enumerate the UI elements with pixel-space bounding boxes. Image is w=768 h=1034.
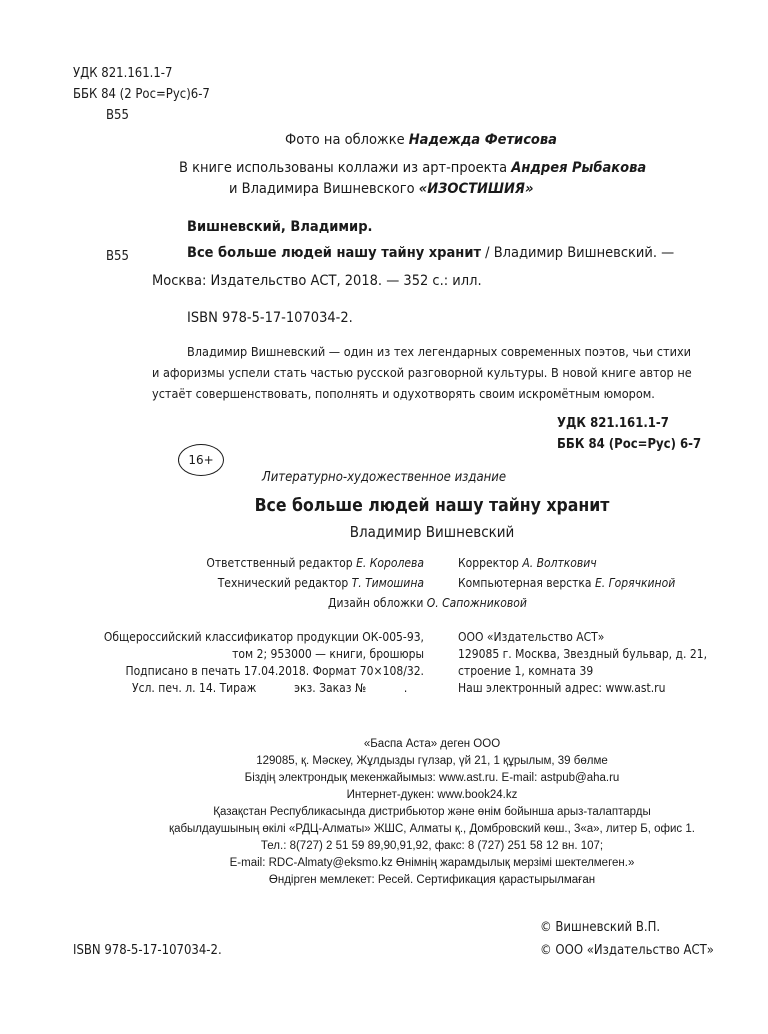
udk-code: УДК 821.161.1-7 — [73, 66, 173, 81]
bib-imprint: Москва: Издательство АСТ, 2018. — 352 с.: илл. — [152, 273, 482, 289]
photo-credit-label: Фото на обложке — [285, 132, 409, 148]
kz-line-3: Біздің электрондық мекенжайымыз: www.ast.ru. E-mail: astpub@aha.ru — [244, 772, 620, 784]
kz-line-2: 129085, қ. Мәскеу, Жұлдызды гүлзар, үй 21, 1 құрылым, 39 бөлме — [256, 755, 608, 767]
edition-title: Все больше людей нашу тайну хранит — [254, 496, 610, 516]
editor-credit — [206, 556, 424, 570]
bbk-code-right: ББК 84 (Рос=Рус) 6-7 — [557, 437, 702, 452]
kz-line-8: E-mail: RDC-Almaty@eksmo.kz Өнімнің жарамдылық мерзімі шектелмеген.» — [229, 857, 635, 869]
output-print-run: Усл. печ. л. 14. Тираж экз. Заказ № . — [132, 681, 408, 695]
collage-credit-line2 — [229, 181, 533, 197]
publisher-name: ООО «Издательство АСТ» — [458, 630, 605, 644]
annotation-line-3: устаёт совершенствовать, пополнять и одухотворять своим искромётным юмором. — [152, 386, 655, 401]
output-classifier-volume: том 2; 953000 — книги, брошюры — [232, 647, 424, 661]
kz-line-9: Өндірген мемлекет: Ресей. Сертификация қарастырылмаған — [268, 874, 596, 886]
copyright-author: © Вишневский В.П. — [540, 920, 661, 935]
design-role: Дизайн обложки — [328, 596, 427, 610]
editor-name: Е. Королева — [356, 556, 424, 570]
copyright-publisher: © ООО «Издательство АСТ» — [540, 943, 714, 958]
author-heading: Вишневский, Владимир. — [187, 219, 373, 235]
corrector-credit — [458, 556, 597, 570]
collage-credit-line2-label: и Владимира Вишневского — [229, 181, 419, 197]
annotation-line-2: и афоризмы успели стать частью русской разговорной культуры. В новой книге автор не — [152, 365, 692, 380]
isbn-bottom: ISBN 978-5-17-107034-2. — [73, 943, 222, 958]
tech-editor-name: Т. Тимошина — [351, 576, 424, 590]
author-mark: В55 — [106, 108, 129, 123]
annotation-line-1: Владимир Вишневский — один из тех легендарных современных поэтов, чьи стихи — [187, 344, 692, 359]
corrector-role: Корректор — [458, 556, 523, 570]
tech-editor-credit — [218, 576, 424, 590]
publisher-web: Наш электронный адрес: www.ast.ru — [458, 681, 666, 695]
design-name: О. Сапожниковой — [426, 596, 527, 610]
output-signed: Подписано в печать 17.04.2018. Формат 70×108/32. — [125, 664, 424, 678]
bbk-code: ББК 84 (2 Рос=Рус)6-7 — [73, 87, 210, 102]
collage-credit — [179, 160, 646, 176]
udk-code-right: УДК 821.161.1-7 — [557, 416, 669, 431]
bib-author-mark: В55 — [106, 249, 129, 264]
tech-editor-role: Технический редактор — [217, 576, 352, 590]
collage-project-name: «ИЗОСТИШИЯ» — [418, 181, 534, 197]
kz-line-7: Тел.: 8(727) 2 51 59 89,90,91,92, факс: 8 (727) 251 58 12 вн. 107; — [260, 840, 604, 852]
publisher-address-2: строение 1, комната 39 — [458, 664, 594, 678]
design-credit — [328, 596, 527, 610]
edition-type: Литературно-художественное издание — [261, 470, 507, 485]
editor-role: Ответственный редактор — [206, 556, 357, 570]
bib-isbn: ISBN 978-5-17-107034-2. — [187, 310, 353, 326]
publisher-address: 129085 г. Москва, Звездный бульвар, д. 21, — [458, 647, 708, 661]
photo-credit — [285, 132, 557, 148]
age-rating-label: 16+ — [188, 453, 214, 467]
bib-title-line — [187, 245, 674, 261]
kz-line-5: Қазақстан Республикасында дистрибьютор және өнім бойынша арыз-талаптарды — [213, 806, 651, 818]
layout-credit — [458, 576, 675, 590]
photo-credit-name: Надежда Фетисова — [408, 132, 557, 148]
layout-role: Компьютерная верстка — [458, 576, 595, 590]
kz-line-1: «Баспа Аста» деген ООО — [363, 738, 501, 750]
collage-credit-label: В книге использованы коллажи из арт-проекта — [179, 160, 512, 176]
layout-name: Е. Горячкиной — [594, 576, 676, 590]
edition-author: Владимир Вишневский — [349, 523, 515, 541]
bib-title: Все больше людей нашу тайну хранит — [187, 245, 482, 261]
kz-line-6: қабылдаушының өкілі «РДЦ-Алматы» ЖШС, Алматы қ., Домбровский көш., 3«а», литер Б, офис 1. — [169, 823, 695, 835]
bib-responsibility: / Владимир Вишневский. — — [481, 245, 675, 261]
output-classifier: Общероссийский классификатор продукции ОК-005-93, — [103, 630, 424, 644]
kz-line-4: Интернет-дукен: www.book24.kz — [346, 789, 518, 801]
corrector-name: А. Волткович — [522, 556, 597, 570]
collage-credit-name: Андрея Рыбакова — [511, 160, 647, 176]
